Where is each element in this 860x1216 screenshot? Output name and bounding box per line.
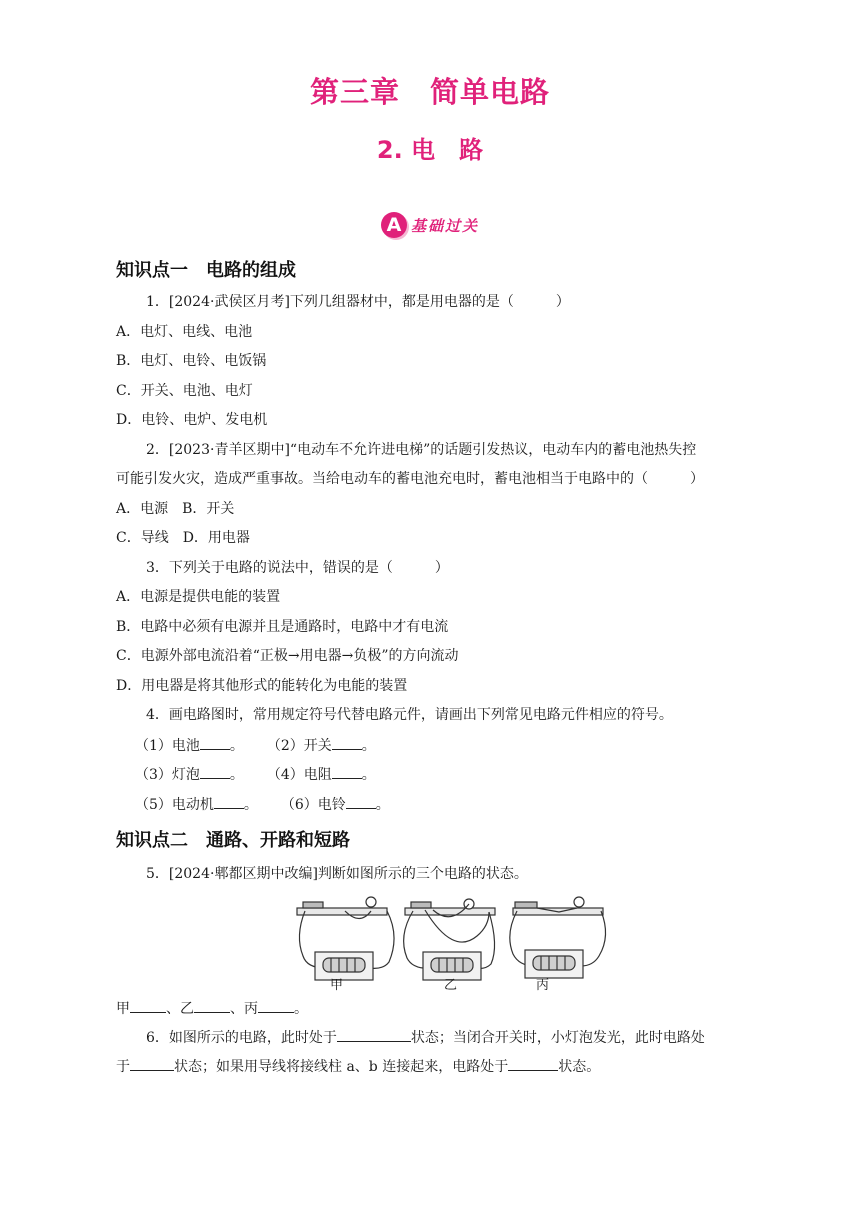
- knowledge-point-2-title: 知识点二 通路、开路和短路: [116, 830, 350, 851]
- circuit-yi: [404, 899, 495, 980]
- circuit-bing: [510, 897, 606, 978]
- q4-item-resistor: （4）电阻: [266, 767, 332, 783]
- q4-item-motor: （5）电动机: [135, 797, 214, 813]
- q4-row3: （5）电动机 。 （6）电铃 。: [135, 794, 390, 815]
- q1-option-c: C．开关、电池、电灯: [116, 383, 253, 399]
- q4-stem: 4．画电路图时，常用规定符号代替电路元件，请画出下列常见电路元件相应的符号。: [146, 707, 673, 723]
- circuit-jia: [297, 897, 394, 980]
- answer-blank[interactable]: [200, 735, 230, 750]
- answer-blank[interactable]: [214, 794, 244, 809]
- answer-blank[interactable]: [346, 794, 376, 809]
- q1-option-d: D．电铃、电炉、发电机: [116, 412, 268, 428]
- q4-item-switch: （2）开关: [266, 738, 332, 754]
- answer-blank[interactable]: [258, 998, 294, 1013]
- badge-text: 基础过关: [410, 216, 479, 235]
- figure-label-bing: 丙: [536, 978, 550, 993]
- q1-option-b: B．电灯、电铃、电饭锅: [116, 353, 267, 369]
- figure-label-jia: 甲: [330, 978, 344, 993]
- q2-options-ab: A．电源 B．开关: [116, 501, 235, 517]
- q4-item-battery: （1）电池: [135, 738, 200, 754]
- badge-letter-icon: A: [381, 212, 407, 238]
- section-title: 2. 电 路: [376, 136, 484, 164]
- figure-label-yi: 乙: [444, 978, 458, 993]
- q3-option-d: D．用电器是将其他形式的能转化为电能的装置: [116, 678, 408, 694]
- q4-row1: （1）电池 。 （2）开关 。: [135, 735, 376, 756]
- q3-option-b: B．电路中必须有电源并且是通路时，电路中才有电流: [116, 619, 449, 635]
- q6-line1: 6．如图所示的电路，此时处于 状态；当闭合开关时，小灯泡发光，此时电路处: [146, 1027, 705, 1048]
- q2-stem-line1: 2．[2023·青羊区期中]“电动车不允许进电梯”的话题引发热议，电动车内的蓄电池热失控: [146, 442, 697, 458]
- answer-blank[interactable]: [332, 735, 362, 750]
- chapter-title: 第三章 简单电路: [309, 75, 550, 109]
- q1-stem: 1．[2024·武侯区月考]下列几组器材中，都是用电器的是（ ）: [146, 294, 570, 310]
- answer-blank[interactable]: [508, 1056, 558, 1071]
- knowledge-point-1-title: 知识点一 电路的组成: [116, 260, 296, 281]
- answer-blank[interactable]: [337, 1027, 411, 1042]
- answer-blank[interactable]: [130, 1056, 174, 1071]
- q2-options-cd: C．导线 D．用电器: [116, 530, 250, 546]
- q1-option-a: A．电灯、电线、电池: [116, 324, 253, 340]
- q2-stem-line2: 可能引发火灾，造成严重事故。当给电动车的蓄电池充电时，蓄电池相当于电路中的（ ）: [116, 471, 704, 487]
- q4-item-bell: （6）电铃: [280, 797, 346, 813]
- q3-stem: 3．下列关于电路的说法中，错误的是（ ）: [146, 560, 449, 576]
- q5-stem: 5．[2024·郫都区期中改编]判断如图所示的三个电路的状态。: [146, 866, 528, 882]
- q4-row2: （3）灯泡 。 （4）电阻 。: [135, 764, 376, 785]
- q6-line2: 于 状态；如果用导线将接线柱 a、b 连接起来，电路处于 状态。: [116, 1056, 600, 1077]
- q3-option-c: C．电源外部电流沿着“正极→用电器→负极”的方向流动: [116, 648, 459, 664]
- answer-blank[interactable]: [200, 764, 230, 779]
- q3-option-a: A．电源是提供电能的装置: [116, 589, 281, 605]
- level-badge: [0, 212, 860, 238]
- answer-blank[interactable]: [194, 998, 230, 1013]
- answer-blank[interactable]: [130, 998, 166, 1013]
- answer-blank[interactable]: [332, 764, 362, 779]
- q4-item-bulb: （3）灯泡: [135, 767, 200, 783]
- q5-answer-line: 甲 、乙 、丙 。: [116, 998, 308, 1019]
